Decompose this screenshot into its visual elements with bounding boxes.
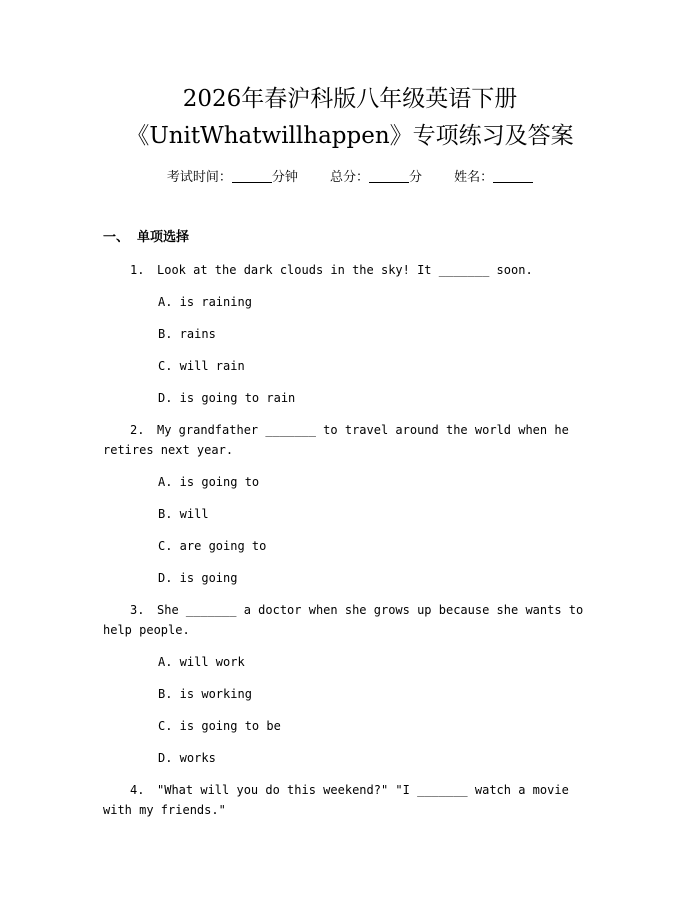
- document-title-line-1: 2026年春沪科版八年级英语下册: [182, 86, 518, 112]
- question-2-option-c: C. are going to: [158, 539, 267, 553]
- total-score-unit: 分: [409, 170, 423, 185]
- question-3-option-b: B. is working: [158, 687, 252, 701]
- total-score-field: [330, 170, 422, 185]
- section-heading: [103, 228, 189, 248]
- question-text: My grandfather _______ to travel around the world when he retires next year.: [103, 423, 569, 457]
- question-2-option-d: D. is going: [158, 571, 238, 585]
- exam-time-blank: [232, 168, 272, 183]
- question-1-option-a: A. is raining: [158, 295, 252, 309]
- question-text: "What will you do this weekend?" "I _______ watch a movie with my friends.": [103, 783, 569, 817]
- question-1-option-b: B. rains: [158, 327, 216, 341]
- question-number: 3.: [130, 603, 145, 617]
- question-number: 1.: [130, 263, 145, 277]
- question-4: [103, 780, 603, 820]
- question-3: [103, 600, 603, 640]
- question-2-option-a: A. is going to: [158, 475, 260, 489]
- question-3-option-c: C. is going to be: [158, 719, 281, 733]
- question-1-option-c: C. will rain: [158, 359, 245, 373]
- question-1-option-d: D. is going to rain: [158, 391, 296, 405]
- total-score-blank: [369, 168, 409, 183]
- question-1: [103, 260, 603, 280]
- student-name-label: 姓名：: [454, 170, 494, 185]
- question-3-option-a: A. will work: [158, 655, 245, 669]
- exam-time-label: 考试时间：: [166, 170, 232, 185]
- question-2-option-b: B. will: [158, 507, 209, 521]
- question-2: [103, 420, 603, 460]
- question-number: 2.: [130, 423, 145, 437]
- question-3-option-d: D. works: [158, 751, 216, 765]
- exam-time-field: [167, 170, 298, 185]
- section-number: 一、: [103, 230, 130, 245]
- exam-info-line: [0, 168, 700, 188]
- student-name-field: [454, 170, 533, 185]
- question-text: Look at the dark clouds in the sky! It _______ soon.: [157, 263, 533, 277]
- student-name-blank: [493, 168, 533, 183]
- question-text: She _______ a doctor when she grows up because she wants to help people.: [103, 603, 584, 637]
- question-number: 4.: [130, 783, 145, 797]
- total-score-label: 总分：: [329, 170, 369, 185]
- document-title-line-2: 《UnitWhatwillhappen》专项练习及答案: [126, 123, 574, 149]
- exam-time-unit: 分钟: [271, 170, 298, 185]
- section-title: 单项选择: [137, 230, 190, 245]
